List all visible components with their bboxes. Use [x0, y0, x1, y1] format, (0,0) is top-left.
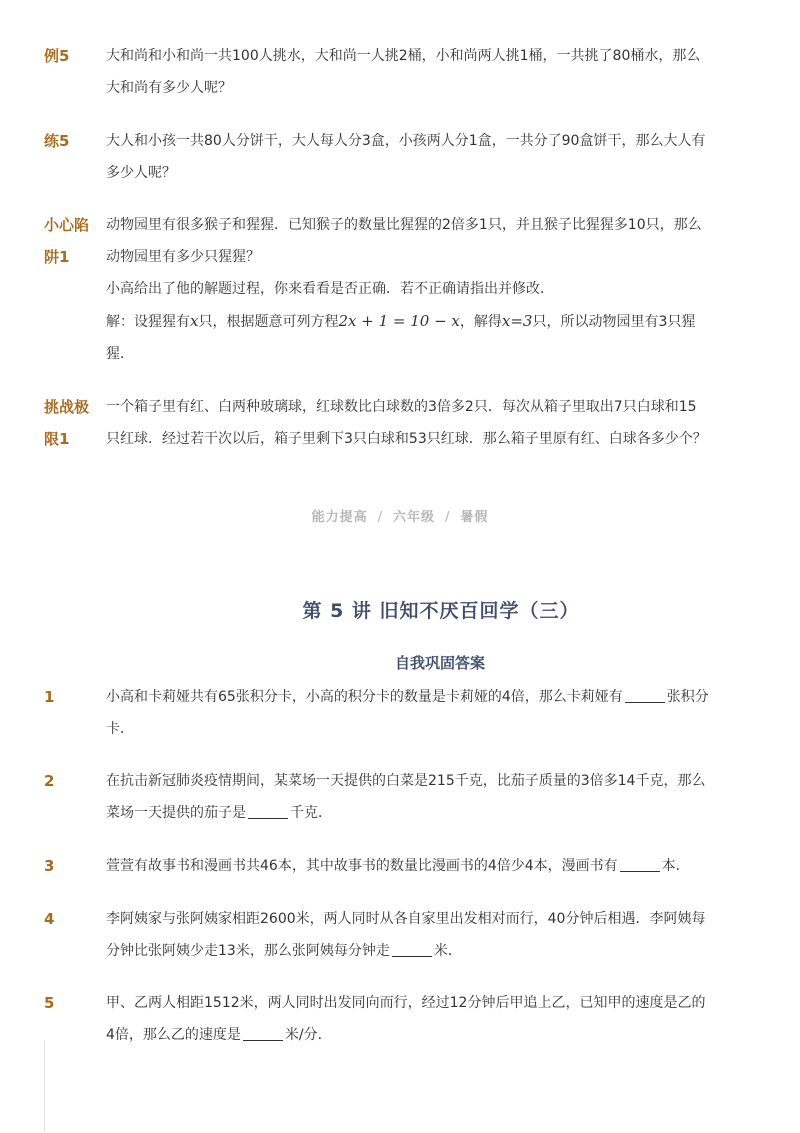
page-footer [0, 506, 800, 525]
text-line: 只红球．经过若干次以后，箱子里剩下3只白球和53只红球．那么箱子里原有红、白球各多少个？ [106, 431, 707, 447]
margin-rule [44, 1040, 45, 1132]
exercise-text [106, 765, 726, 829]
text-line: 一个箱子里有红、白两种玻璃球，红球数比白球数的3倍多2只．每次从箱子里取出7只白球和15 [106, 399, 697, 415]
footer-separator: / [377, 510, 383, 525]
text-line: 动物园里有很多猴子和猩猩．已知猴子的数量比猩猩的2倍多1只，并且猴子比猩猩多10只，那么 [106, 217, 702, 233]
text-line: 大人和小孩一共80人分饼干，大人每人分3盒，小孩两人分1盒，一共分了90盒饼干，那么大人有 [106, 133, 706, 149]
text: ，解得 [459, 314, 502, 330]
answer-blank[interactable] [243, 1024, 283, 1041]
question-text [106, 209, 726, 370]
text-line: 卡． [106, 721, 134, 737]
text-line: 小高给出了他的解题过程，你来看看是否正确．若不正确请指出并修改． [106, 281, 554, 297]
lecture-title: 第 5 讲 旧知不厌百回学（三） [302, 600, 580, 622]
question-label: 练5 [44, 132, 70, 150]
solution-line [106, 305, 726, 338]
text-line: 大和尚有多少人呢？ [106, 80, 232, 96]
text-line [106, 935, 726, 967]
text-line: 甲、乙两人相距1512米，两人同时出发同向而行，经过12分钟后甲追上乙，已知甲的速度是乙的 [106, 995, 706, 1011]
exercise-number: 5 [44, 994, 55, 1012]
text: 米/分． [284, 1027, 332, 1043]
label-line: 挑战极 [44, 398, 90, 416]
footer-text: 暑假 [460, 510, 489, 525]
text: 只，所以动物园里有3只猩 [532, 314, 696, 330]
section-title: 自我巩固答案 [394, 654, 485, 672]
exercise-number: 3 [44, 857, 55, 875]
label-line: 阱1 [44, 248, 70, 266]
label-line: 限1 [44, 430, 70, 448]
answer-blank[interactable] [625, 686, 665, 703]
text: 4倍，那么乙的速度是 [106, 1027, 241, 1043]
text: 只，根据题意可列方程 [198, 314, 339, 330]
text-line [106, 681, 726, 713]
text: 本． [661, 858, 690, 874]
text-line [106, 1019, 726, 1051]
question-text [106, 125, 726, 189]
exercise-text [106, 987, 726, 1051]
question-label [44, 391, 102, 455]
text: 米． [433, 943, 462, 959]
label-line: 小心陷 [44, 216, 90, 234]
text: 小高和卡莉娅共有65张积分卡，小高的积分卡的数量是卡莉娅的4倍，那么卡莉娅有 [106, 689, 623, 705]
exercise-number: 1 [44, 688, 55, 706]
question-label: 例5 [44, 47, 70, 65]
text: 解：设猩猩有 [106, 314, 190, 330]
text-line: 在抗击新冠肺炎疫情期间，某菜场一天提供的白菜是215千克，比茄子质量的3倍多14千克，那么 [106, 773, 706, 789]
equation: 2x + 1 = 10 − x [338, 312, 460, 330]
text-line [106, 850, 726, 882]
footer-text: 能力提高 [311, 510, 368, 525]
text: 萱萱有故事书和漫画书共46本，其中故事书的数量比漫画书的4倍少4本，漫画书有 [106, 858, 618, 874]
text-line: 动物园里有多少只猩猩？ [106, 249, 260, 265]
text-line: 多少人呢？ [106, 165, 176, 181]
exercise-number: 2 [44, 772, 55, 790]
footer-separator: / [445, 510, 451, 525]
question-text [106, 391, 726, 455]
exercise-text [106, 850, 726, 882]
math-result: x=3 [501, 312, 533, 330]
text: 千克． [290, 805, 332, 821]
text-line: 大和尚和小和尚一共100人挑水，大和尚一人挑2桶，小和尚两人挑1桶，一共挑了80桶水，那么 [106, 48, 701, 64]
footer-text: 六年级 [392, 510, 435, 525]
math-var: x [190, 312, 199, 330]
answer-blank[interactable] [392, 940, 432, 957]
text: 分钟比张阿姨少走13米，那么张阿姨每分钟走 [106, 943, 390, 959]
text-line: 李阿姨家与张阿姨家相距2600米，两人同时从各自家里出发相对而行，40分钟后相遇．李阿姨每 [106, 911, 706, 927]
text: 菜场一天提供的茄子是 [106, 805, 246, 821]
exercise-text [106, 681, 726, 745]
answer-blank[interactable] [620, 855, 660, 872]
text-line: 猩． [106, 346, 134, 362]
text-line [106, 797, 726, 829]
exercise-text [106, 903, 726, 967]
exercise-number: 4 [44, 910, 55, 928]
text: 张积分 [666, 689, 709, 705]
question-label [44, 209, 102, 273]
answer-blank[interactable] [248, 802, 288, 819]
question-text [106, 40, 726, 104]
